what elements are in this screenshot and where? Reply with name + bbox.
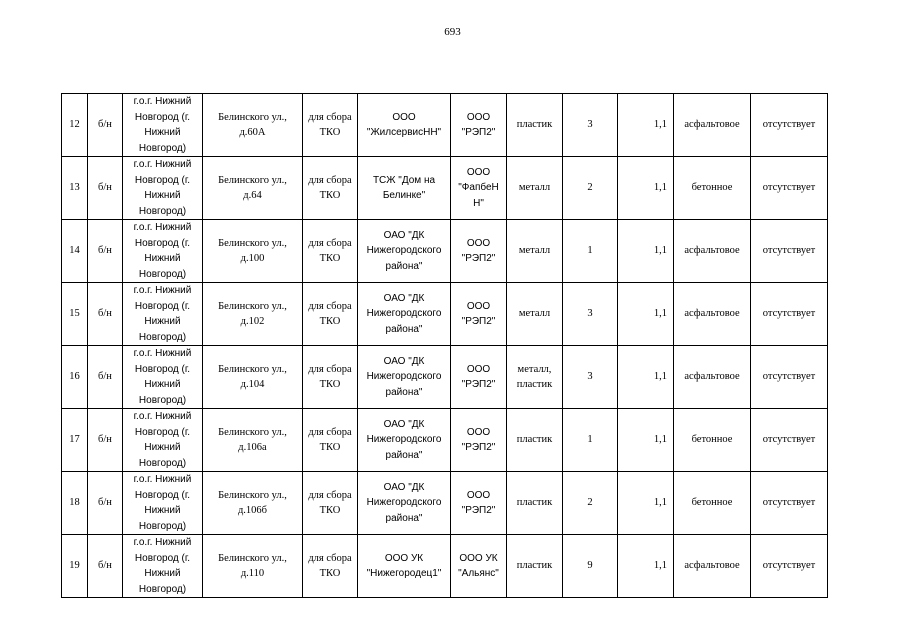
cell-operator: ООО "РЭП2" (451, 283, 507, 346)
page-number: 693 (444, 26, 461, 38)
cell-container-volume: 1,1 (618, 535, 674, 598)
cell-purpose: для сбора ТКО (303, 94, 358, 157)
cell-municipality: г.о.г. Нижний Новгород (г. Нижний Новгород) (123, 472, 203, 535)
cell-container-volume: 1,1 (618, 409, 674, 472)
cell-fence: отсутствует (751, 220, 828, 283)
cell-owner: ОАО "ДК Нижегородского района" (358, 409, 451, 472)
cell-owner: ТСЖ "Дом на Белинке" (358, 157, 451, 220)
cell-row-id: б/н (88, 220, 123, 283)
cell-address: Белинского ул., д.104 (203, 346, 303, 409)
cell-address: Белинского ул., д.64 (203, 157, 303, 220)
cell-fence: отсутствует (751, 157, 828, 220)
cell-fence: отсутствует (751, 94, 828, 157)
cell-operator: ООО "РЭП2" (451, 94, 507, 157)
cell-address: Белинского ул., д.106б (203, 472, 303, 535)
cell-row-number: 19 (62, 535, 88, 598)
cell-row-id: б/н (88, 346, 123, 409)
cell-surface-type: бетонное (674, 157, 751, 220)
cell-address: Белинского ул., д.110 (203, 535, 303, 598)
cell-container-count: 2 (563, 157, 618, 220)
table-row (62, 409, 828, 472)
cell-municipality: г.о.г. Нижний Новгород (г. Нижний Новгород) (123, 94, 203, 157)
cell-purpose: для сбора ТКО (303, 409, 358, 472)
cell-purpose: для сбора ТКО (303, 157, 358, 220)
cell-row-id: б/н (88, 94, 123, 157)
cell-container-volume: 1,1 (618, 220, 674, 283)
cell-row-number: 13 (62, 157, 88, 220)
table-row (62, 535, 828, 598)
cell-address: Белинского ул., д.60А (203, 94, 303, 157)
cell-container-volume: 1,1 (618, 472, 674, 535)
cell-purpose: для сбора ТКО (303, 472, 358, 535)
cell-operator: ООО "РЭП2" (451, 346, 507, 409)
cell-surface-type: асфальтовое (674, 94, 751, 157)
cell-container-count: 3 (563, 283, 618, 346)
table-row (62, 220, 828, 283)
cell-surface-type: асфальтовое (674, 220, 751, 283)
cell-row-number: 12 (62, 94, 88, 157)
cell-owner: ОАО "ДК Нижегородского района" (358, 472, 451, 535)
cell-container-count: 1 (563, 409, 618, 472)
cell-operator: ООО "ФапбеН Н" (451, 157, 507, 220)
table-row (62, 472, 828, 535)
cell-container-count: 1 (563, 220, 618, 283)
cell-container-count: 2 (563, 472, 618, 535)
cell-municipality: г.о.г. Нижний Новгород (г. Нижний Новгород) (123, 346, 203, 409)
cell-container-volume: 1,1 (618, 283, 674, 346)
cell-container-volume: 1,1 (618, 94, 674, 157)
cell-container-volume: 1,1 (618, 346, 674, 409)
cell-fence: отсутствует (751, 409, 828, 472)
table-row (62, 346, 828, 409)
cell-owner: ОАО "ДК Нижегородского района" (358, 283, 451, 346)
cell-fence: отсутствует (751, 283, 828, 346)
cell-container-material: металл (507, 283, 563, 346)
cell-fence: отсутствует (751, 346, 828, 409)
cell-row-id: б/н (88, 157, 123, 220)
cell-municipality: г.о.г. Нижний Новгород (г. Нижний Новгород) (123, 409, 203, 472)
table-row (62, 94, 828, 157)
cell-row-id: б/н (88, 535, 123, 598)
cell-operator: ООО "РЭП2" (451, 220, 507, 283)
cell-container-volume: 1,1 (618, 157, 674, 220)
cell-purpose: для сбора ТКО (303, 535, 358, 598)
cell-owner: ООО УК "Нижегородец1" (358, 535, 451, 598)
cell-row-number: 14 (62, 220, 88, 283)
cell-row-id: б/н (88, 283, 123, 346)
cell-container-material: металл (507, 157, 563, 220)
cell-fence: отсутствует (751, 535, 828, 598)
cell-address: Белинского ул., д.100 (203, 220, 303, 283)
cell-surface-type: асфальтовое (674, 346, 751, 409)
cell-surface-type: асфальтовое (674, 535, 751, 598)
cell-municipality: г.о.г. Нижний Новгород (г. Нижний Новгород) (123, 283, 203, 346)
cell-operator: ООО "РЭП2" (451, 409, 507, 472)
cell-row-number: 18 (62, 472, 88, 535)
cell-container-count: 9 (563, 535, 618, 598)
cell-municipality: г.о.г. Нижний Новгород (г. Нижний Новгород) (123, 535, 203, 598)
cell-row-id: б/н (88, 409, 123, 472)
cell-operator: ООО УК "Альянс" (451, 535, 507, 598)
cell-purpose: для сбора ТКО (303, 346, 358, 409)
cell-container-material: пластик (507, 535, 563, 598)
cell-row-number: 17 (62, 409, 88, 472)
cell-owner: ОАО "ДК Нижегородского района" (358, 220, 451, 283)
cell-container-material: пластик (507, 94, 563, 157)
cell-surface-type: бетонное (674, 472, 751, 535)
cell-owner: ОАО "ДК Нижегородского района" (358, 346, 451, 409)
cell-purpose: для сбора ТКО (303, 283, 358, 346)
table-row (62, 283, 828, 346)
cell-fence: отсутствует (751, 472, 828, 535)
cell-container-count: 3 (563, 346, 618, 409)
cell-row-number: 16 (62, 346, 88, 409)
cell-operator: ООО "РЭП2" (451, 472, 507, 535)
cell-surface-type: асфальтовое (674, 283, 751, 346)
cell-municipality: г.о.г. Нижний Новгород (г. Нижний Новгород) (123, 220, 203, 283)
cell-address: Белинского ул., д.106а (203, 409, 303, 472)
cell-row-id: б/н (88, 472, 123, 535)
cell-address: Белинского ул., д.102 (203, 283, 303, 346)
cell-container-material: металл, пластик (507, 346, 563, 409)
cell-surface-type: бетонное (674, 409, 751, 472)
cell-container-material: пластик (507, 409, 563, 472)
containers-table (61, 93, 828, 598)
cell-container-count: 3 (563, 94, 618, 157)
cell-row-number: 15 (62, 283, 88, 346)
table-row (62, 157, 828, 220)
cell-purpose: для сбора ТКО (303, 220, 358, 283)
cell-owner: ООО "ЖилсервисНН" (358, 94, 451, 157)
cell-container-material: металл (507, 220, 563, 283)
cell-container-material: пластик (507, 472, 563, 535)
cell-municipality: г.о.г. Нижний Новгород (г. Нижний Новгород) (123, 157, 203, 220)
